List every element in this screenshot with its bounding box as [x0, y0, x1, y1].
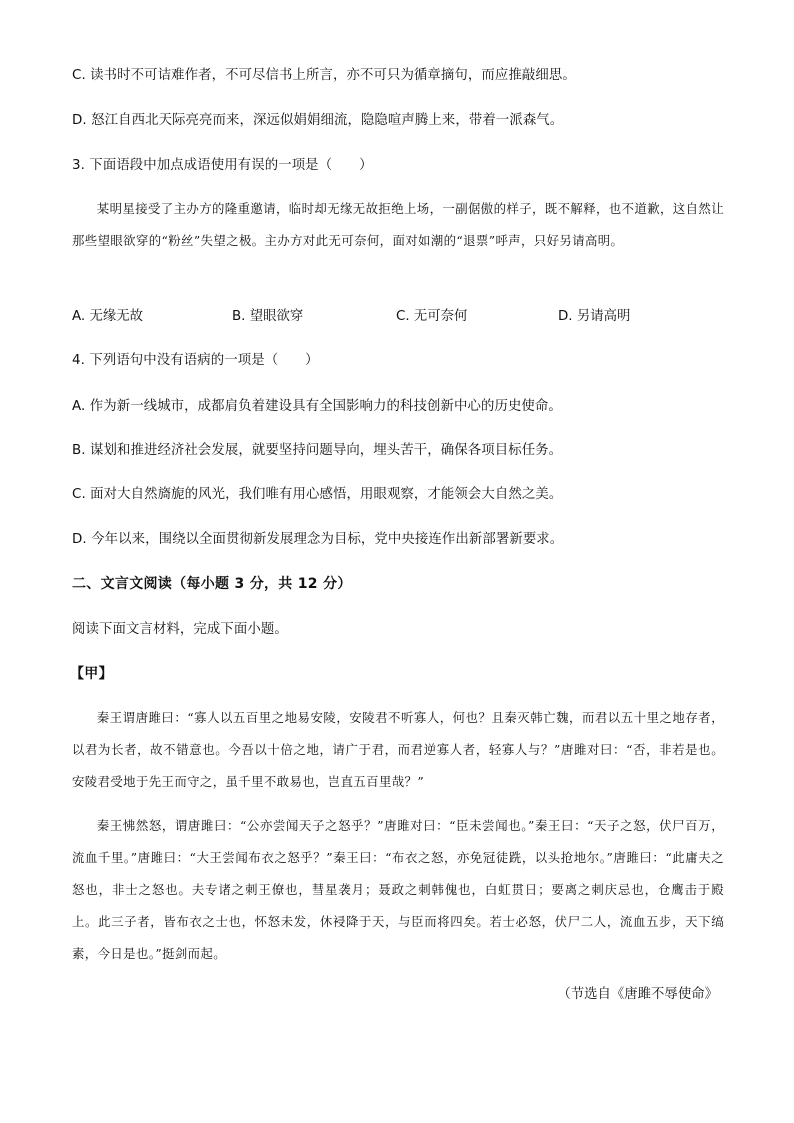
q2-option-c: C. 读书时不可诘难作者，不可尽信书上所言，亦不可只为循章摘句，而应推敲细思。	[72, 68, 576, 83]
q3-option-a: A. 无缘无故	[72, 309, 143, 324]
q4-stem: 4. 下列语句中没有语病的一项是（ ）	[72, 353, 319, 368]
q2-option-d: D. 怒江自西北天际亮亮而来，深远似娟娟细流，隐隐喧声腾上来，带着一派森气。	[72, 113, 564, 128]
q4-option-b: B. 谋划和推进经济社会发展，就要坚持问题导向，埋头苦干，确保各项目标任务。	[72, 443, 563, 458]
q4-option-d: D. 今年以来，围绕以全面贯彻新发展理念为目标，党中央接连作出新部署新要求。	[72, 532, 564, 547]
q3-option-d: D. 另请高明	[558, 309, 631, 324]
classical-paragraph-1: 秦王谓唐雎曰：“寡人以五百里之地易安陵，安陵君不听寡人，何也？且秦灭韩亡魏，而君以五十里之地存者，以君为长者，故不错意也。今吾以十倍之地，请广于君，而君逆寡人者，轻寡人与？”唐雎对曰：“否，非若是也。安陵君受地于先王而守之，虽千里不敢易也，岂直五百里哉？”	[72, 710, 724, 789]
source-citation: （节选自《唐雎不辱使命》	[557, 987, 718, 1002]
q3-passage: 某明星接受了主办方的隆重邀请，临时却无缘无故拒绝上场，一副倨傲的样子，既不解释，也不道歉，这自然让那些望眼欲穿的“粉丝”失望之极。主办方对此无可奈何，面对如潮的“退票”呼声，只好另请高明。	[72, 201, 724, 248]
q3-stem: 3. 下面语段中加点成语使用有误的一项是（ ）	[72, 158, 373, 173]
section-heading: 二、文言文阅读（每小题 3 分，共 12 分）	[72, 576, 352, 592]
classical-paragraph-2: 秦王怫然怒，谓唐雎曰：“公亦尝闻天子之怒乎？”唐雎对曰：“臣未尝闻也。”秦王曰：“天子之怒，伏尸百万，流血千里。”唐雎曰：“大王尝闻布衣之怒乎？”秦王曰：“布衣之怒，亦免冠徒跣，以头抢地尔。”唐雎曰：“此庸夫之怒也，非士之怒也。夫专诸之刺王僚也，彗星袭月；聂政之刺韩傀也，白虹贯日；要离之刺庆忌也，仓鹰击于殿上。此三子者，皆布衣之士也，怀怒未发，休祲降于天，与臣而将四矣。若士必怒，伏尸二人，流血五步，天下缟素，今日是也。”挺剑而起。	[72, 818, 724, 961]
q3-option-c: C. 无可奈何	[396, 309, 468, 324]
passage-label: 【甲】	[70, 666, 113, 682]
q4-option-a: A. 作为新一线城市，成都肩负着建设具有全国影响力的科技创新中心的历史使命。	[72, 399, 562, 414]
section-instruction: 阅读下面文言材料，完成下面小题。	[72, 622, 288, 637]
q3-option-b: B. 望眼欲穿	[232, 309, 304, 324]
q4-option-c: C. 面对大自然旖旎的风光，我们唯有用心感悟，用眼观察，才能领会大自然之美。	[72, 487, 563, 502]
